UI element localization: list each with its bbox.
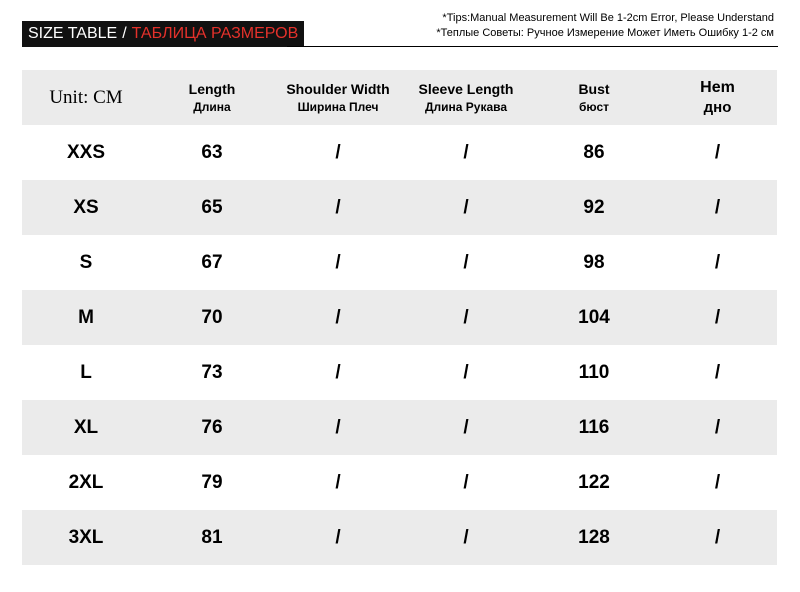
- sleeve-cell: /: [463, 526, 469, 548]
- sleeve-cell: /: [463, 471, 469, 493]
- size-table-title: [22, 21, 304, 47]
- size-cell: 3XL: [68, 526, 104, 548]
- table-header-row: [22, 70, 777, 125]
- hem-cell: /: [714, 196, 721, 218]
- hem-cell: /: [714, 361, 721, 383]
- shoulder-cell: /: [335, 251, 341, 273]
- table-row: [22, 180, 777, 235]
- table-row: [22, 290, 777, 345]
- tip-english-text: Manual Measurement Will Be 1-2cm Error, Please Understand: [470, 12, 774, 24]
- table-row: [22, 345, 777, 400]
- header-shoulder-en: Shoulder Width: [286, 81, 390, 97]
- table-row: [22, 235, 777, 290]
- tip-english: [414, 11, 774, 26]
- header-length: [150, 70, 274, 125]
- hem-cell: /: [714, 141, 721, 163]
- size-cell: XXS: [66, 141, 106, 163]
- title-english: SIZE TABLE: [28, 25, 118, 42]
- hem-cell: /: [714, 526, 721, 548]
- length-cell: 76: [201, 416, 223, 438]
- size-cell: 2XL: [68, 471, 104, 493]
- header-sleeve-ru: Длина Рукава: [424, 100, 508, 114]
- sleeve-cell: /: [463, 416, 469, 438]
- bust-cell: 86: [583, 141, 605, 163]
- header-shoulder-ru: Ширина Плеч: [297, 100, 379, 114]
- size-cell: S: [79, 251, 93, 273]
- bust-cell: 128: [578, 526, 610, 548]
- header-unit-label: Unit: CM: [49, 86, 123, 108]
- header-divider: [287, 46, 778, 47]
- sleeve-cell: /: [463, 251, 469, 273]
- length-cell: 67: [201, 251, 223, 273]
- hem-cell: /: [714, 416, 721, 438]
- header-hem-en: Hem: [700, 79, 735, 96]
- bust-cell: 110: [578, 361, 610, 383]
- sleeve-cell: /: [463, 141, 469, 163]
- bust-cell: 98: [583, 251, 605, 273]
- size-cell: XL: [73, 416, 99, 438]
- header-sleeve-length: [402, 70, 530, 125]
- header-length-en: Length: [188, 81, 236, 97]
- shoulder-cell: /: [335, 141, 341, 163]
- shoulder-cell: /: [335, 196, 341, 218]
- header-length-ru: Длина: [193, 100, 231, 114]
- shoulder-cell: /: [335, 416, 341, 438]
- hem-cell: /: [714, 251, 721, 273]
- hem-cell: /: [714, 306, 721, 328]
- size-cell: L: [80, 361, 92, 383]
- header-hem: [658, 70, 777, 125]
- table-row: [22, 510, 777, 565]
- header-bust-ru: бюст: [578, 100, 610, 114]
- header-bust: [530, 70, 658, 125]
- title-separator: /: [122, 25, 127, 42]
- title-russian: ТАБЛИЦА РАЗМЕРОВ: [131, 25, 299, 42]
- tip-russian: [414, 26, 774, 41]
- size-cell: XS: [73, 196, 99, 218]
- length-cell: 81: [201, 526, 223, 548]
- size-table: [22, 70, 777, 565]
- tip-russian-label: *Теплые Советы:: [436, 27, 524, 39]
- length-cell: 73: [201, 361, 223, 383]
- sleeve-cell: /: [463, 361, 469, 383]
- bust-cell: 92: [583, 196, 605, 218]
- header-unit: [22, 70, 150, 125]
- header-shoulder-width: [274, 70, 402, 125]
- bust-cell: 104: [578, 306, 610, 328]
- header-bust-en: Bust: [578, 81, 610, 97]
- length-cell: 65: [201, 196, 223, 218]
- header-hem-ru: дно: [703, 99, 732, 116]
- sleeve-cell: /: [463, 196, 469, 218]
- sleeve-cell: /: [463, 306, 469, 328]
- size-cell: M: [78, 306, 94, 328]
- shoulder-cell: /: [335, 526, 341, 548]
- shoulder-cell: /: [335, 361, 341, 383]
- bust-cell: 122: [578, 471, 610, 493]
- header-sleeve-en: Sleeve Length: [418, 81, 514, 97]
- table-row: [22, 455, 777, 510]
- length-cell: 79: [201, 471, 223, 493]
- length-cell: 63: [201, 141, 223, 163]
- table-row: [22, 125, 777, 180]
- table-row: [22, 400, 777, 455]
- length-cell: 70: [201, 306, 223, 328]
- bust-cell: 116: [578, 416, 610, 438]
- tip-russian-text: Ручное Измерение Может Иметь Ошибку 1-2 см: [523, 27, 774, 39]
- measurement-tips: [414, 11, 774, 41]
- shoulder-cell: /: [335, 306, 341, 328]
- tip-english-label: *Tips:: [442, 12, 471, 24]
- shoulder-cell: /: [335, 471, 341, 493]
- hem-cell: /: [714, 471, 721, 493]
